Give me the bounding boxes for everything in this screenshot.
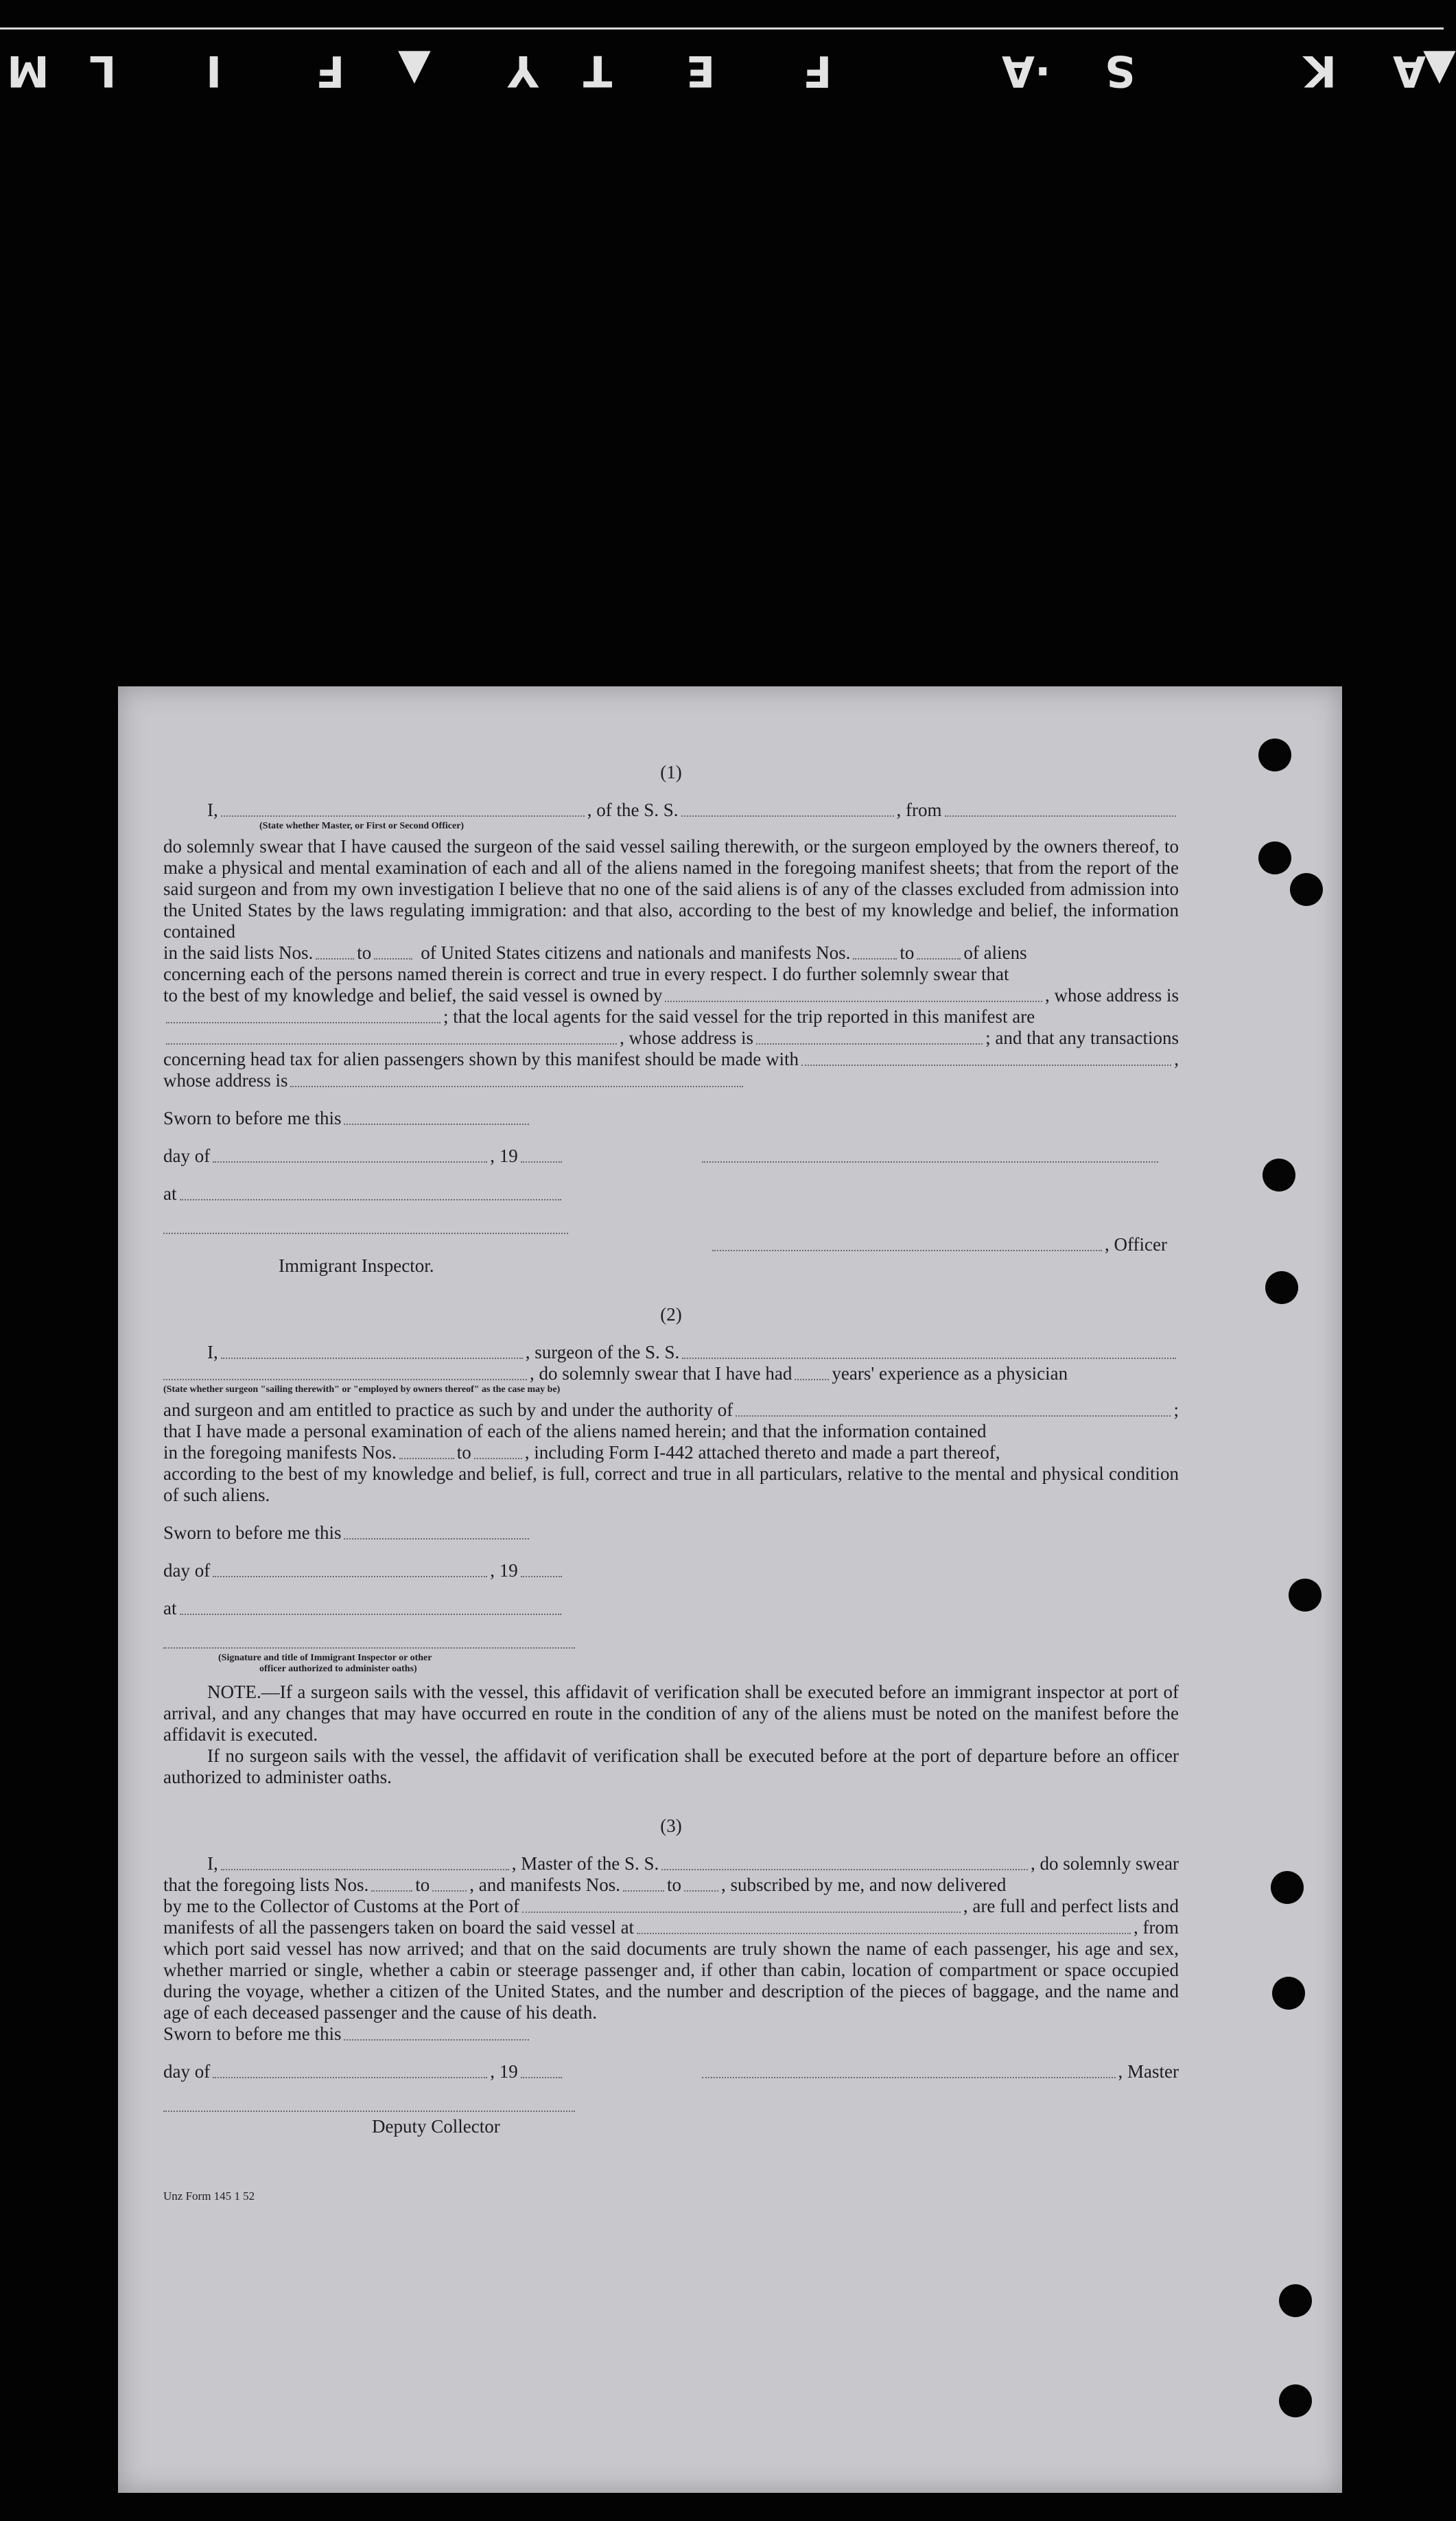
film-edge-char: ·A [1002, 46, 1051, 96]
master-vessel-field[interactable] [661, 1868, 1028, 1870]
film-edge-char: A [1393, 46, 1426, 96]
boarding-port-field[interactable] [637, 1932, 1131, 1934]
authority-field[interactable] [736, 1415, 1171, 1417]
punch-hole [1289, 1579, 1322, 1612]
film-edge-char: E [686, 46, 716, 96]
film-edge-char: ▲ [1423, 46, 1456, 96]
film-edge-char: S [1105, 46, 1136, 96]
year-field-2[interactable] [521, 1575, 562, 1577]
head-tax-line: concerning head tax for alien passengers shown by this manifest should be made with , [163, 1049, 1179, 1069]
punch-hole [1279, 2384, 1312, 2417]
sworn-line-2: Sworn to before me this [163, 1522, 1179, 1544]
surgeon-name-field[interactable] [221, 1357, 523, 1359]
month-field-2[interactable] [213, 1575, 487, 1577]
master-signature-field[interactable] [702, 2076, 1116, 2078]
owner-address-field[interactable] [166, 1021, 441, 1023]
document-page [118, 686, 1342, 2493]
surgeon-status-note: (State whether surgeon "sailing therewith" or "employed by owners thereof" as the case may be) [163, 1384, 561, 1395]
inspector-signature-field[interactable] [163, 1232, 568, 1234]
years-field[interactable] [795, 1378, 829, 1380]
manifest-end-field-3[interactable] [684, 1890, 718, 1892]
manifest-from-field[interactable] [853, 957, 897, 960]
authority-line: and surgeon and am entitled to practice as such by and under the authority of ; [163, 1399, 1179, 1420]
list-from-field[interactable] [316, 957, 354, 960]
form-number: Unz Form 145 1 52 [163, 2189, 255, 2203]
month-field[interactable] [213, 1161, 487, 1163]
manifest-start-field-3[interactable] [623, 1890, 664, 1892]
film-edge-char: L [89, 46, 117, 96]
section-1-oath-text-2: concerning each of the persons named therein is correct and true in every respect. I do further solemnly swear that [163, 964, 1009, 984]
officer-rank-note: (State whether Master, or First or Second Officer) [259, 821, 465, 831]
sworn-line: Sworn to before me this [163, 1108, 1179, 1129]
affidavit-form [163, 762, 1179, 2207]
head-tax-address-field[interactable] [290, 1085, 743, 1087]
place-field[interactable] [180, 1198, 561, 1200]
at-line-2: at [163, 1598, 1179, 1619]
surgeon-line: I, , surgeon of the S. S. [163, 1342, 1179, 1363]
film-edge-char: F [316, 46, 345, 96]
year-field-3[interactable] [521, 2076, 562, 2078]
film-edge-char: F [803, 46, 832, 96]
inspector-title: Immigrant Inspector. [279, 1255, 434, 1276]
list-end-field-3[interactable] [432, 1890, 467, 1892]
collector-signature-line [163, 2110, 1179, 2116]
section-3-text: which port said vessel has now arrived; and that on the said documents are truly shown the name of each passenger, his age and sex, whether married or single, whether a cabin or steerage passenger and, if other than cabin, location of compartment or space occupied during the voyage, whether a citizen of the United States, and the number and description of the pieces of baggage, and the name and age of each deceased passenger and the cause of his death. [163, 1938, 1179, 2023]
punch-hole [1258, 739, 1291, 771]
section-2-text-2: according to the best of my knowledge and belief, is full, correct and true in all particulars, relative to the mental and physical condition of such aliens. [163, 1463, 1179, 1505]
sworn-day-field[interactable] [344, 1123, 529, 1125]
film-edge-char: M [7, 46, 49, 96]
punch-hole [1271, 1871, 1304, 1904]
year-field[interactable] [521, 1161, 562, 1163]
manifest-end-field[interactable] [474, 1457, 522, 1459]
vessel-name-field[interactable] [681, 815, 894, 817]
owner-field[interactable] [665, 1000, 1042, 1002]
signature-note-1: (Signature and title of Immigrant Inspector or other [218, 1653, 432, 1663]
master-name-line: I, , of the S. S. , from [163, 800, 1179, 821]
date-line: day of , 19 [163, 1146, 1179, 1167]
manifest-to-field[interactable] [917, 957, 961, 960]
owner-line: to the best of my knowledge and belief, the said vessel is owned by , whose address is [163, 985, 1179, 1006]
agents-address-line: , whose address is ; and that any transactions [163, 1027, 1179, 1049]
officer-line: , Officer [163, 1234, 1179, 1255]
punch-hole [1279, 2284, 1312, 2317]
port-line: by me to the Collector of Customs at the Port of , are full and perfect lists and [163, 1896, 1179, 1916]
manifests-line: in the foregoing manifests Nos. to , including Form I-442 attached thereto and made a part thereof, [163, 1442, 1000, 1463]
list-start-field-3[interactable] [371, 1890, 412, 1892]
film-edge-char: I [206, 46, 222, 96]
boarding-line: manifests of all the passengers taken on board the said vessel at , from [163, 1917, 1179, 1938]
agents-address-field[interactable] [756, 1043, 983, 1045]
surgeon-vessel-field[interactable] [682, 1357, 1176, 1359]
collector-title: Deputy Collector [372, 2116, 500, 2137]
officer-signature-field[interactable] [702, 1161, 1158, 1163]
sworn-line-3: Sworn to before me this [163, 2023, 1179, 2045]
date-line-3: day of , 19 , Master [163, 2061, 1179, 2082]
manifest-start-field[interactable] [399, 1457, 454, 1459]
month-field-3[interactable] [213, 2076, 487, 2078]
place-field-2[interactable] [180, 1613, 561, 1615]
signature-note-2: officer authorized to administer oaths) [259, 1664, 417, 1674]
punch-hole [1272, 1977, 1305, 2010]
from-port-field[interactable] [945, 815, 1177, 817]
master-line: I, , Master of the S. S. , do solemnly swear [207, 1853, 1179, 1874]
officer-title-field[interactable] [712, 1249, 1102, 1251]
note-surgeon-sails: NOTE.—If a surgeon sails with the vessel, this affidavit of verification shall be executed before an immigrant inspector at port of arrival, and any changes that may have occurred en route in the condition of any of the aliens must be noted on the manifest before the affidavit is executed. [163, 1682, 1179, 1745]
film-edge-char: ▲ [398, 46, 431, 96]
inspector-signature-field-2[interactable] [163, 1647, 575, 1649]
section-2-number: (2) [660, 1304, 682, 1325]
agents-line: ; that the local agents for the said vessel for the trip reported in this manifest are [163, 1006, 1179, 1027]
film-edge-char: K [1304, 46, 1337, 96]
head-tax-contact-field[interactable] [801, 1064, 1171, 1066]
lists-numbers-line: in the said lists Nos. to of United States citizens and nationals and manifests Nos. to of aliens [163, 942, 1027, 963]
port-field[interactable] [522, 1911, 961, 1913]
head-tax-address-line: whose address is [163, 1070, 1179, 1091]
surgeon-experience-line: , do solemnly swear that I have had years' experience as a physician [163, 1363, 1179, 1384]
punch-hole [1263, 1159, 1295, 1192]
note-no-surgeon: If no surgeon sails with the vessel, the affidavit of verification shall be executed before at the port of departure before an officer authorized to administer oaths. [163, 1745, 1179, 1787]
film-edge-rule [0, 27, 1444, 30]
date-line-2: day of , 19 [163, 1560, 1179, 1581]
section-2-text: that I have made a personal examination of each of the aliens named herein; and that the information contained [163, 1421, 987, 1441]
sworn-day-field-2[interactable] [344, 1537, 529, 1540]
at-line: at [163, 1183, 1179, 1205]
surgeon-status-field[interactable] [163, 1378, 527, 1380]
officer-name-field[interactable] [221, 815, 585, 817]
punch-hole [1258, 841, 1291, 874]
punch-hole [1265, 1271, 1298, 1304]
film-edge-char: T [583, 46, 613, 96]
collector-signature-field[interactable] [163, 2110, 575, 2112]
section-3-number: (3) [660, 1815, 682, 1836]
lists-line-3: that the foregoing lists Nos. to , and manifests Nos. to , subscribed by me, and now delivered [163, 1874, 1007, 1895]
film-edge-lettering [0, 33, 1456, 108]
signature-line-2 [163, 1647, 1179, 1653]
master-name-field[interactable] [221, 1868, 509, 1870]
sworn-day-field-3[interactable] [344, 2038, 529, 2041]
agents-field[interactable] [166, 1043, 617, 1045]
section-1-number: (1) [660, 762, 682, 782]
film-edge-char: Y [508, 46, 539, 96]
punch-hole [1290, 873, 1323, 906]
list-to-field[interactable] [374, 957, 412, 960]
section-1-oath-text: do solemnly swear that I have caused the surgeon of the said vessel sailing therewith, or the surgeon employed by the owners thereof, to make a physical and mental examination of each and all of the aliens named in the foregoing manifest sheets; that from the report of the said surgeon and from my own investigation I believe that no one of the said aliens is of any of the classes excluded from admission into the United States by the laws regulating immigration: and that also, according to the best of my knowledge and belief, the information contained [163, 836, 1179, 942]
